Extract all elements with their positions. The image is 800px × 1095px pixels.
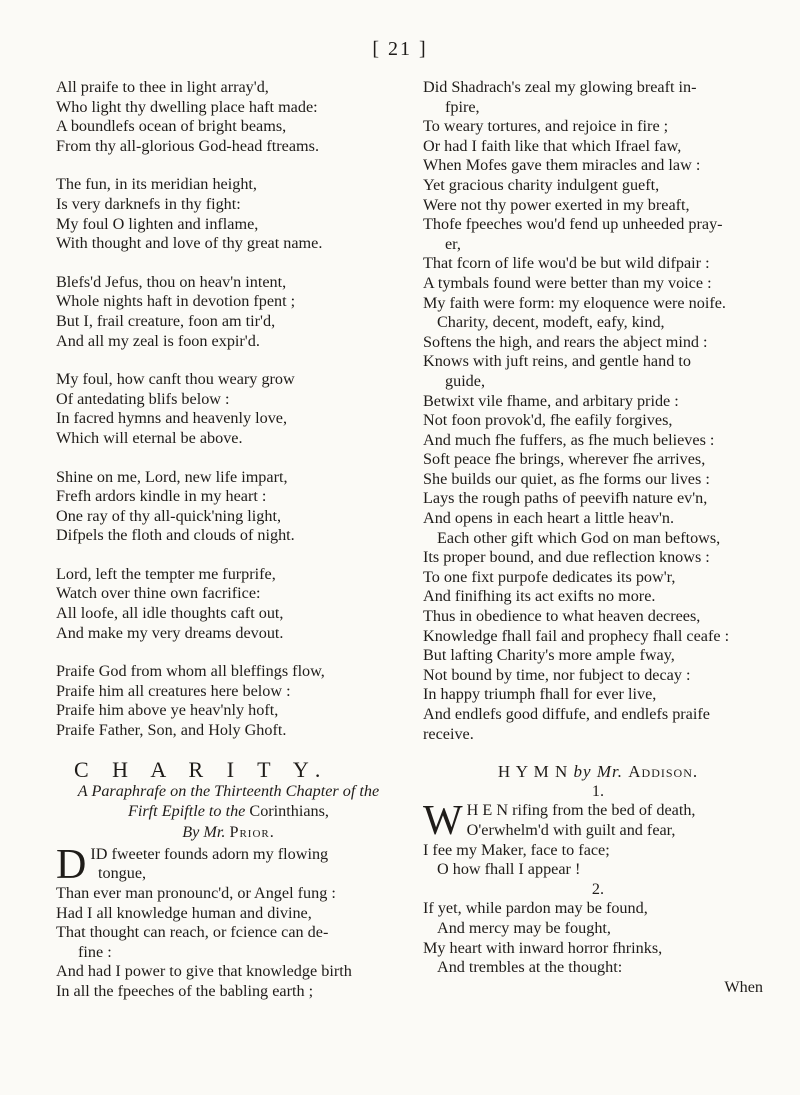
poem-line: Praife Father, Son, and Holy Ghoft. [56, 721, 287, 740]
poem-line: But I, frail creature, foon am tir'd, [56, 311, 276, 330]
poem-line: And opens in each heart a little heav'n. [423, 509, 675, 528]
poem-line: Knows with juft reins, and gentle hand to [423, 352, 691, 371]
poem-line: And mercy may be fought, [437, 918, 611, 937]
charity-dropcap: D [56, 841, 87, 888]
charity-subtitle-italic: Firft Epiftle to the [128, 802, 246, 821]
addison-hymn-title [423, 762, 773, 782]
stanza [56, 662, 401, 740]
poem-line: A boundlefs ocean of bright beams, [56, 117, 287, 136]
poem-line: But lafting Charity's more ample fway, [423, 646, 675, 665]
poem-line: tongue, [98, 864, 147, 883]
catchword: When [724, 977, 763, 996]
poem-line: Thofe fpeeches wou'd fend up unheeded pray- [423, 215, 723, 234]
poem-line: In facred hymns and heavenly love, [56, 409, 288, 428]
poem-line: H E N rifing from the bed of death, [466, 801, 696, 820]
byline-author: Prior. [229, 823, 275, 842]
poem-line: Of antedating blifs below : [56, 389, 230, 408]
stanza [56, 273, 401, 351]
stanza [56, 565, 401, 643]
poem-line: O'erwhelm'd with guilt and fear, [466, 820, 676, 839]
hymn-title-mr: Mr. [596, 762, 623, 782]
poem-line: That fcorn of life wou'd be but wild difpair : [423, 254, 710, 273]
poem-line: My foul, how canft thou weary grow [56, 370, 295, 389]
poem-line: And trembles at the thought: [437, 958, 623, 977]
poem-line: That thought can reach, or fcience can de- [56, 923, 329, 942]
poem-line: With thought and love of thy great name. [56, 234, 323, 253]
poem-line: Had I all knowledge human and divine, [56, 903, 312, 922]
charity-subtitle-line-1: A Paraphrafe on the Thirteenth Chapter of the [77, 782, 380, 801]
hymn-dropcap: W [423, 798, 463, 845]
hymn-title-by: by [573, 762, 592, 782]
hymn-number-1: 1. [591, 781, 605, 800]
poem-line: And endlefs good diffufe, and endlefs praife [423, 705, 710, 723]
poem-line: Which will eternal be above. [56, 428, 243, 447]
poem-line: Softens the high, and rears the abject mind : [423, 332, 708, 351]
stanza [56, 370, 401, 448]
poem-line: And make my very dreams devout. [56, 623, 284, 642]
poem-line: Thus in obedience to what heaven decrees, [423, 607, 701, 626]
poem-line: She builds our quiet, as fhe forms our lives : [423, 469, 710, 488]
poem-line: Blefs'd Jefus, thou on heav'n intent, [56, 272, 287, 291]
poem-line: From thy all-glorious God-head ftreams. [56, 136, 319, 155]
poem-line: Its proper bound, and due reflection knows : [423, 548, 710, 567]
poem-line: Praife him all creatures here below : [56, 681, 291, 700]
charity-poem [56, 841, 401, 1002]
byline-by: By [182, 823, 200, 842]
poem-line: Were not thy power exerted in my breaft, [423, 195, 690, 214]
poem-line: Praife him above ye heav'nly hoft, [56, 701, 279, 720]
hymn-stanza-2 [423, 899, 773, 977]
poem-line: When Mofes gave them miracles and law : [423, 156, 701, 175]
poem-line: And finifhing its act exifts no more. [423, 587, 656, 606]
poem-line: If yet, while pardon may be found, [423, 899, 648, 918]
hymn-title-author: Addison. [628, 762, 699, 782]
hymn-title-prefix: H Y M N [497, 762, 569, 782]
poem-line: ID fweeter founds adorn my flowing [90, 844, 329, 863]
poem-line: To one fixt purpofe dedicates its pow'r, [423, 567, 676, 586]
stanza [56, 175, 401, 253]
poem-line: guide, [445, 371, 486, 390]
poem-line: Difpels the floth and clouds of night. [56, 526, 295, 545]
byline-mr: Mr. [203, 823, 226, 842]
poem-line: Watch over thine own facrifice: [56, 584, 261, 603]
poem-line: Not foon provok'd, fhe eafily forgives, [423, 411, 673, 430]
hymn-stanza-1 [423, 798, 773, 879]
poem-line: And much fhe fuffers, as fhe much believes : [423, 430, 715, 449]
charity-subtitle-line-2 [56, 801, 401, 821]
poem-line: And had I power to give that knowledge birth [56, 962, 352, 981]
poem-line: I fee my Maker, face to face; [423, 840, 610, 859]
poem-line: fpire, [445, 97, 480, 116]
poem-line: My faith were form: my eloquence were noife. [423, 293, 726, 312]
poem-line: Not bound by time, nor fubject to decay : [423, 665, 691, 684]
poem-line: Lord, left the tempter me furprife, [56, 564, 276, 583]
charity-poem-continued [423, 78, 773, 744]
stanza [56, 468, 401, 546]
poem-line: receive. [423, 724, 474, 743]
poem-line: Shine on me, Lord, new life impart, [56, 467, 288, 486]
poem-line: Or had I faith like that which Ifrael faw, [423, 136, 682, 155]
poem-line: My foul O lighten and inflame, [56, 214, 259, 233]
poem-line: Each other gift which God on man beftows, [437, 528, 721, 547]
poem-line: Yet gracious charity indulgent gueft, [423, 175, 660, 194]
hymn-number-2: 2. [591, 879, 605, 898]
poem-line: Than ever man pronounc'd, or Angel fung : [56, 884, 336, 902]
poem-line: To weary tortures, and rejoice in fire ; [423, 117, 669, 136]
poem-line: O how fhall I appear ! [437, 860, 581, 879]
poem-line: All praife to thee in light array'd, [56, 78, 269, 96]
charity-byline [56, 823, 401, 843]
poem-line: And all my zeal is foon expir'd. [56, 331, 260, 350]
poem-line: fine : [78, 942, 112, 961]
poem-line: Lays the rough paths of peevifh nature ev'n, [423, 489, 708, 508]
poem-line: In happy triumph fhall for ever live, [423, 685, 657, 704]
poem-line: Frefh ardors kindle in my heart : [56, 487, 267, 506]
poem-line: Soft peace fhe brings, wherever fhe arrives, [423, 450, 706, 469]
poem-line: A tymbals found were better than my voice : [423, 273, 712, 292]
poem-line: In all the fpeeches of the babling earth ; [56, 981, 314, 1000]
hymn-stanzas [56, 78, 401, 741]
poem-line: Betwixt vile fhame, and arbitary pride : [423, 391, 679, 410]
poem-line: My heart with inward horror fhrinks, [423, 938, 663, 957]
right-column [423, 78, 773, 997]
poem-line: Knowledge fhall fail and prophecy fhall ceafe : [423, 626, 730, 645]
poem-line: Charity, decent, modeft, eafy, kind, [437, 313, 665, 332]
charity-title: C H A R I T Y. [74, 756, 330, 782]
charity-subtitle [56, 781, 401, 821]
stanza [56, 78, 401, 156]
poem-line: Whole nights haft in devotion fpent ; [56, 292, 296, 311]
charity-subtitle-roman: Corinthians, [249, 802, 329, 821]
page-number: [ 21 ] [372, 38, 428, 60]
poem-line: Praife God from whom all bleffings flow, [56, 662, 325, 681]
poem-line: Who light thy dwelling place haft made: [56, 97, 318, 116]
poem-line: Is very darknefs in thy fight: [56, 194, 241, 213]
poem-line: Did Shadrach's zeal my glowing breaft in- [423, 78, 697, 96]
poem-line: All loofe, all idle thoughts caft out, [56, 604, 284, 623]
poem-line: er, [445, 234, 461, 253]
poem-line: The fun, in its meridian height, [56, 175, 257, 194]
poem-line: One ray of thy all-quick'ning light, [56, 506, 281, 525]
left-column [56, 78, 401, 1002]
